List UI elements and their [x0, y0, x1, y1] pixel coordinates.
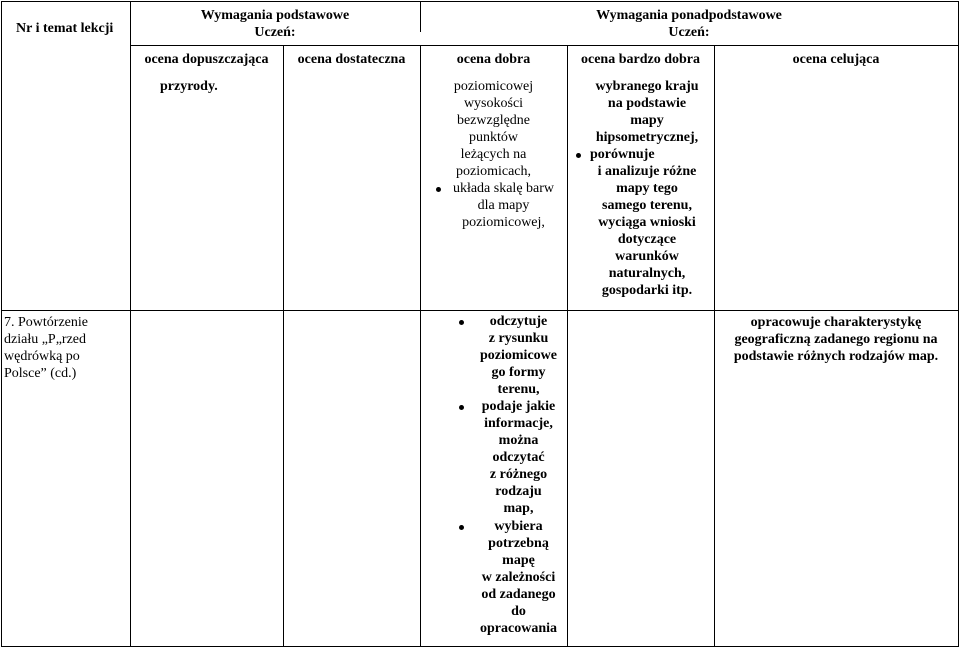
- grid-line: [567, 46, 568, 647]
- row2-grade3-bullet-3: wybiera potrzebną mapę w zależności od zadanego do opracowania: [480, 519, 557, 636]
- grade-header-2: ocena dostateczna: [297, 52, 406, 67]
- grid-line: [958, 1, 959, 647]
- row1-grade3-text: poziomicowej wysokości bezwzględne punktów leżących na poziomicach,: [453, 79, 534, 179]
- bullet-icon: [459, 525, 464, 530]
- row1-grade4-bullet-text: porównuje: [590, 147, 655, 162]
- grid-line: [283, 46, 284, 647]
- row1-grade4-text: wybranego kraju na podstawie mapy hipsometrycznej,: [595, 79, 699, 145]
- row1-grade3-bullet-text: układa skalę barw dla mapy poziomicowej,: [452, 181, 555, 230]
- row2-grade5-text: opracowuje charakterystykę geograficzną zadanego regionu na podstawie różnych rodzajów map.: [733, 315, 939, 364]
- bullet-icon: [459, 405, 464, 410]
- grid-line: [130, 1, 131, 647]
- grade-header-3: ocena dobra: [456, 52, 531, 67]
- row1-grade4-bullet-cont: i analizuje różne mapy tego samego terenu, wyciąga wnioski dotyczące warunków naturalnych, gospodarki itp.: [597, 164, 697, 298]
- row2-topic: 7. Powtórzenie działu „P„rzed wędrówką po Polsce” (cd.): [4, 315, 88, 381]
- bullet-icon: [459, 320, 464, 325]
- header-advanced: Wymagania ponadpodstawowe Uczeń:: [596, 8, 782, 40]
- header-basic: Wymagania podstawowe Uczeń:: [200, 8, 350, 40]
- grade-header-1: ocena dopuszczająca: [144, 52, 269, 67]
- row2-grade3-bullet-1: odczytuje z rysunku poziomicowe go formy terenu,: [480, 314, 557, 397]
- grid-line: [1, 646, 959, 647]
- row2-grade3-bullet-2: podaje jakie informacje, można odczytać z różnego rodzaju map,: [481, 399, 556, 516]
- grid-line: [1, 310, 959, 311]
- grid-line: [1, 1, 959, 2]
- grid-line: [1, 1, 2, 647]
- header-topic: Nr i temat lekcji: [16, 21, 114, 36]
- grade-header-5: ocena celująca: [792, 52, 880, 67]
- row1-grade1-text: przyrody.: [160, 79, 218, 94]
- bullet-icon: [576, 153, 581, 158]
- grade-header-4: ocena bardzo dobra: [581, 52, 700, 67]
- grid-line: [130, 45, 959, 46]
